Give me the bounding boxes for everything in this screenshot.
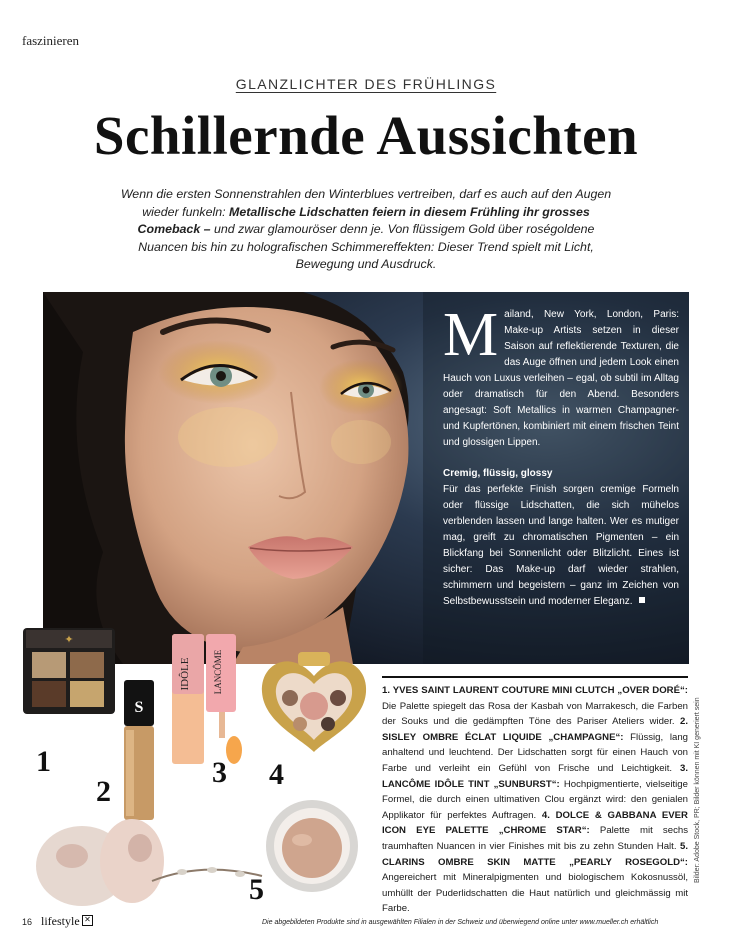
product-number-2: 2: [96, 775, 111, 808]
svg-text:✦: ✦: [64, 634, 74, 646]
article-paragraph-2: [443, 482, 679, 610]
product-5-text: Angereichert mit Mineralpigmenten und biologischem Kokosnussöl, umhüllt der Puderlidschatten die Haut natürlich und gleichmässig mit Farbe.: [382, 872, 688, 915]
product-1-title: 1. YVES SAINT LAURENT COUTURE MINI CLUTCH „OVER DORÉ“:: [382, 685, 688, 696]
product-number-4: 4: [269, 758, 284, 791]
kicker: GLANZLICHTER DES FRÜHLINGS: [235, 76, 497, 92]
product-4-title: 4. DOLCE & GABBANA EVER ICON EYE PALETTE „CHROME STAR“:: [382, 809, 688, 837]
page-number: 16: [22, 917, 33, 927]
product-illustrations: [22, 626, 382, 916]
package-text-3b: LANCÔME: [213, 649, 223, 695]
lead-part-1: Wenn die ersten Sonnenstrahlen den Winterblues vertreiben, darf es auch auf den Augen wieder funkeln:: [120, 187, 612, 219]
logo-mark-icon: ✕: [82, 915, 93, 926]
end-mark-icon: [639, 597, 645, 603]
page-title: Schillernde Aussichten: [93, 105, 639, 166]
product-images: [22, 626, 382, 916]
product-4-text: Palette mit sechs traumhaften Nuancen in vier Finishes mit bis zu zehn Stunden Halt.: [382, 825, 688, 852]
product-number-5: 5: [249, 873, 264, 906]
product-3-title: 3. LANCÔME IDÔLE TINT „SUNBURST“:: [382, 762, 688, 790]
lead-part-2: und zwar glamouröser denn je. Von flüssigem Gold über roségoldene Nuancen bis hin zu holografischen Schimmereffekten: Dieser Trend spielt mit Licht, Bewegung und Ausdruck.: [138, 222, 595, 272]
lancome-tint-image: [172, 634, 242, 764]
package-text-2: S: [134, 699, 144, 716]
decorative-eggs-image: [36, 819, 262, 906]
article-paragraph-2-text: Für das perfekte Finish sorgen cremige Formeln oder flüssige Lidschatten, die sich mühelos verblenden lassen und lange halten. Wer es mutiger mag, greift zu chromatischen Pigmenten – ein Blickfang bei Sonnenlicht oder Blitzlicht. Eines ist sicher: Das Make-up darf wieder strahlen, schimmern und begeistern – ganz im Zeichen von Selbstbewusstsein und moderner Eleganz.: [443, 484, 679, 607]
ysl-palette-image: [23, 628, 115, 714]
product-1-text: Die Palette spiegelt das Rosa der Kasbah von Marrakesch, die Farben der Souks und die gedämpften Töne des Pariser Ateliers wider.: [382, 700, 688, 728]
product-number-3: 3: [212, 756, 227, 789]
lead-bold: Metallische Lidschatten feiern in diesem Frühling ihr grosses Comeback –: [137, 204, 590, 237]
product-5-title: 5. CLARINS OMBRE SKIN MATTE „PEARLY ROSEGOLD“:: [382, 840, 688, 868]
product-2-text: Flüssig, lang anhaltend und leuchtend. Der Lidschatten sorgt für einen Hauch von Farbe und verleiht ein Gefühl von Frische und Leichtigkeit.: [382, 731, 688, 774]
magazine-logo: lifestyle: [41, 914, 80, 928]
product-descriptions: [382, 683, 688, 917]
sisley-liquid-image: [124, 680, 154, 820]
section-label: faszinieren: [22, 33, 80, 48]
article-text: [443, 301, 679, 610]
image-credit: Bilder: Adobe Stock, PR; Bilder können mit KI generiert sein: [694, 697, 701, 883]
article-paragraph-1: ailand, New York, London, Paris: Make-up Artists setzen in dieser Saison auf reflektierende Texturen, die das Auge öffnen und jedem Look einen Hauch von Luxus verleihen – egal, ob subtil im Alltag oder dramatisch für den Abend. Besonders angesagt: Soft Metallics in warmen Champagner- und Kupfertönen, kombiniert mit einem frischen Teint und glossigen Lippen.: [443, 309, 679, 448]
dropcap: M: [443, 301, 499, 369]
dg-heart-palette-image: [262, 652, 366, 752]
products-divider: [382, 676, 688, 678]
package-text-3a: IDÔLE: [179, 657, 191, 691]
product-number-1: 1: [36, 745, 51, 778]
product-2-title: 2. SISLEY OMBRE ÉCLAT LIQUIDE „CHAMPAGNE“:: [382, 716, 688, 743]
clarins-compact-image: [266, 800, 358, 892]
lead-paragraph: [120, 186, 612, 274]
product-3-text: Hochpigmentierte, vielseitige Formel, die durch einen ultimativen Clou ergänzt wird: den genialen Applikator für perfektes Auftragen.: [382, 778, 688, 821]
availability-note: Die abgebildeten Produkte sind in ausgewählten Filialen in der Schweiz und überwiegend online unter www.mueller.ch erhältlich: [262, 919, 659, 926]
article-subhead: Cremig, flüssig, glossy: [443, 468, 553, 479]
